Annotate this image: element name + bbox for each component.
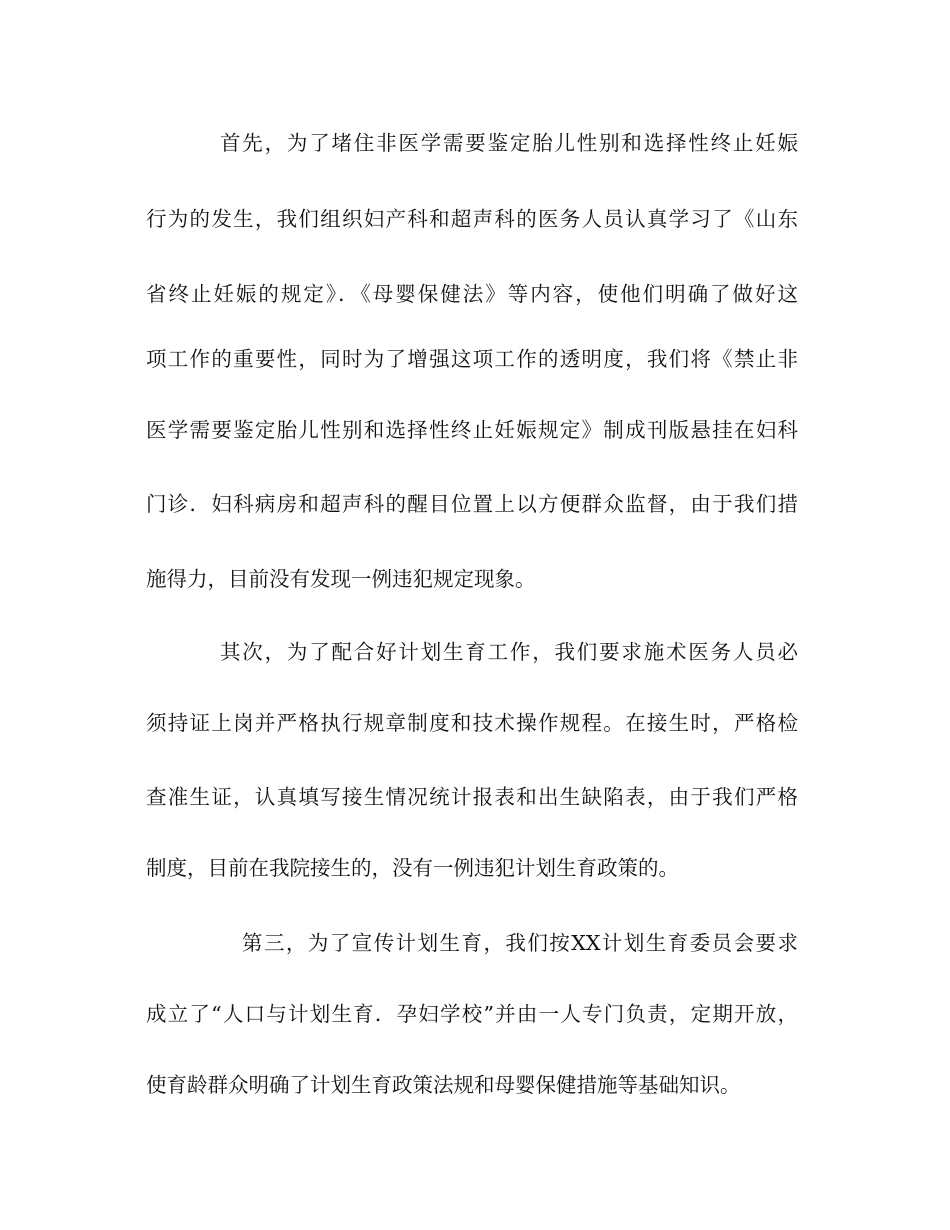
paragraph-3-line-2: 成立了“人口与计划生育．孕妇学校”并由一人专门负责，定期开放，: [146, 1002, 798, 1026]
paragraph-2-line-3: 查准生证，认真填写接生情况统计报表和出生缺陷表，由于我们严格: [146, 785, 798, 809]
paragraph-2-line-2: 须持证上岗并严格执行规章制度和技术操作规程。在接生时，严格检: [146, 711, 798, 735]
paragraph-1-line-3: 省终止妊娠的规定》．《母婴保健法》等内容，使他们明确了做好这: [146, 282, 798, 306]
paragraph-1-line-2: 行为的发生，我们组织妇产科和超声科的医务人员认真学习了《山东: [146, 207, 798, 231]
paragraph-1-line-5: 医学需要鉴定胎儿性别和选择性终止妊娠规定》制成刊版悬挂在妇科: [146, 418, 798, 442]
paragraph-3-line-1: 第三，为了宣传计划生育，我们按XX计划生育委员会要求: [242, 931, 798, 955]
paragraph-1-line-1: 首先，为了堵住非医学需要鉴定胎儿性别和选择性终止妊娠: [220, 131, 798, 155]
paragraph-1-line-6: 门诊．妇科病房和超声科的醒目位置上以方便群众监督，由于我们措: [146, 492, 798, 516]
paragraph-1-line-7: 施得力，目前没有发现一例违犯规定现象。: [146, 567, 536, 591]
paragraph-1-line-4: 项工作的重要性，同时为了增强这项工作的透明度，我们将《禁止非: [146, 347, 798, 371]
paragraph-2-line-4: 制度，目前在我院接生的，没有一例违犯计划生育政策的。: [146, 856, 679, 880]
paragraph-2-line-1: 其次，为了配合好计划生育工作，我们要求施术医务人员必: [220, 640, 798, 664]
paragraph-3-line-3: 使育龄群众明确了计划生育政策法规和母婴保健措施等基础知识。: [146, 1073, 741, 1097]
